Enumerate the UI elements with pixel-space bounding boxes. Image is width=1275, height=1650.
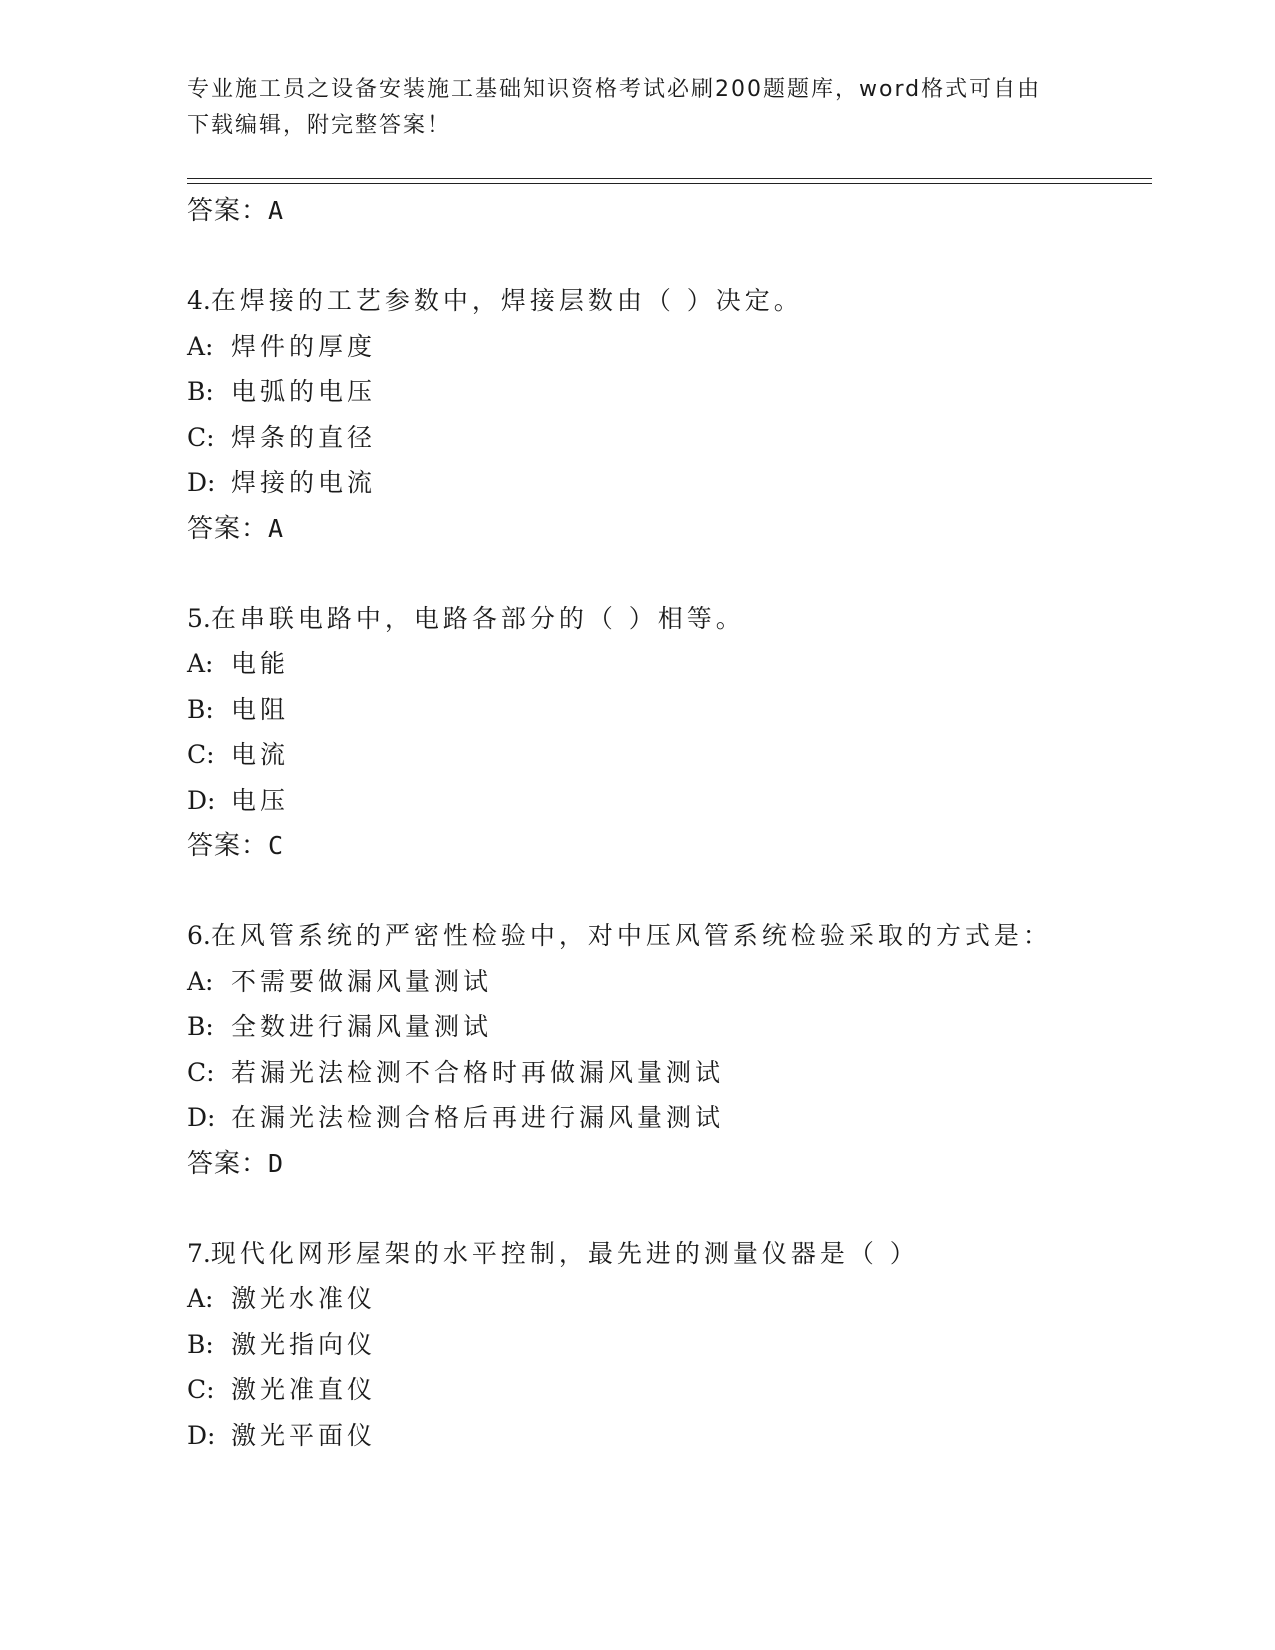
option-a <box>187 324 1152 370</box>
answer-value: C <box>268 831 285 860</box>
option-c <box>187 415 1152 461</box>
question-text: 在焊接的工艺参数中，焊接层数由（ ）决定。 <box>210 286 803 315</box>
question-number: 7. <box>187 1238 211 1268</box>
option-text: 焊件的厚度 <box>231 331 377 361</box>
question-5 <box>187 596 1152 870</box>
question-stem <box>187 278 1152 324</box>
option-text: 电流 <box>231 740 290 769</box>
option-text: 全数进行漏风量测试 <box>231 1012 493 1041</box>
question-6 <box>187 913 1152 1187</box>
header-divider-top <box>187 178 1152 179</box>
option-text: 激光准直仪 <box>231 1375 377 1404</box>
option-text: 激光水准仪 <box>231 1284 377 1313</box>
option-text: 焊条的直径 <box>231 422 377 452</box>
option-key: A: <box>187 649 214 678</box>
header-line-1: 专业施工员之设备安装施工基础知识资格考试必刷200题题库，word格式可自由 <box>187 77 1042 102</box>
answer-value: D <box>268 1148 285 1178</box>
option-text: 若漏光法检测不合格时再做漏风量测试 <box>231 1057 725 1087</box>
option-key: D: <box>187 1103 216 1132</box>
option-b <box>187 369 1152 415</box>
option-key: C: <box>187 422 215 452</box>
option-d <box>187 778 1152 824</box>
option-d <box>187 460 1152 506</box>
question-text: 在串联电路中，电路各部分的（ ）相等。 <box>210 603 745 633</box>
option-a <box>187 1276 1152 1322</box>
option-b <box>187 1322 1152 1368</box>
option-key: C: <box>187 740 215 769</box>
answer-label: 答案： <box>187 196 269 226</box>
header-line-2: 下载编辑，附完整答案！ <box>187 113 452 138</box>
question-7 <box>187 1231 1152 1459</box>
option-text: 激光指向仪 <box>231 1329 377 1359</box>
option-key: B: <box>187 1012 214 1041</box>
option-text: 焊接的电流 <box>231 468 377 497</box>
question-number: 5. <box>187 603 211 633</box>
question-text: 现代化网形屋架的水平控制，最先进的测量仪器是（ ） <box>210 1238 919 1268</box>
option-d <box>187 1095 1152 1141</box>
question-4 <box>187 278 1152 552</box>
question-stem <box>187 913 1152 959</box>
answer-label: 答案： <box>187 831 269 861</box>
option-text: 电能 <box>231 649 290 678</box>
option-d <box>187 1413 1152 1459</box>
document-header <box>187 72 1067 144</box>
option-a <box>187 959 1152 1005</box>
answer-label: 答案： <box>187 1148 269 1179</box>
option-text: 激光平面仪 <box>231 1420 377 1450</box>
option-b <box>187 687 1152 733</box>
question-list <box>187 188 1152 1458</box>
option-key: C: <box>187 1057 215 1087</box>
option-key: A: <box>187 331 214 361</box>
question-number: 4. <box>187 286 211 315</box>
answer-line <box>187 506 1152 552</box>
question-text: 在风管系统的严密性检验中，对中压风管系统检验采取的方式是： <box>210 921 1052 950</box>
option-text: 不需要做漏风量测试 <box>231 966 493 996</box>
option-key: B: <box>187 377 214 406</box>
option-c <box>187 1050 1152 1096</box>
answer-value: A <box>268 513 285 543</box>
option-b <box>187 1004 1152 1050</box>
option-a <box>187 641 1152 687</box>
answer-label: 答案： <box>187 513 269 544</box>
answer-value: A <box>268 196 285 225</box>
question-number: 6. <box>187 921 211 950</box>
option-text: 在漏光法检测合格后再进行漏风量测试 <box>231 1103 725 1132</box>
answer-line <box>187 188 1152 234</box>
option-text: 电压 <box>231 785 290 815</box>
answer-line <box>187 823 1152 869</box>
option-key: A: <box>187 1284 214 1313</box>
question-stem <box>187 596 1152 642</box>
header-divider-bottom <box>187 183 1152 184</box>
answer-line <box>187 1141 1152 1187</box>
option-key: C: <box>187 1375 215 1404</box>
question-stem <box>187 1231 1152 1277</box>
option-key: D: <box>187 785 216 815</box>
option-text: 电弧的电压 <box>231 377 377 406</box>
option-key: D: <box>187 1420 216 1450</box>
option-key: B: <box>187 694 214 724</box>
option-c <box>187 732 1152 778</box>
option-key: D: <box>187 468 216 497</box>
option-key: A: <box>187 966 214 996</box>
option-key: B: <box>187 1329 214 1359</box>
option-text: 电阻 <box>231 694 290 724</box>
option-c <box>187 1367 1152 1413</box>
